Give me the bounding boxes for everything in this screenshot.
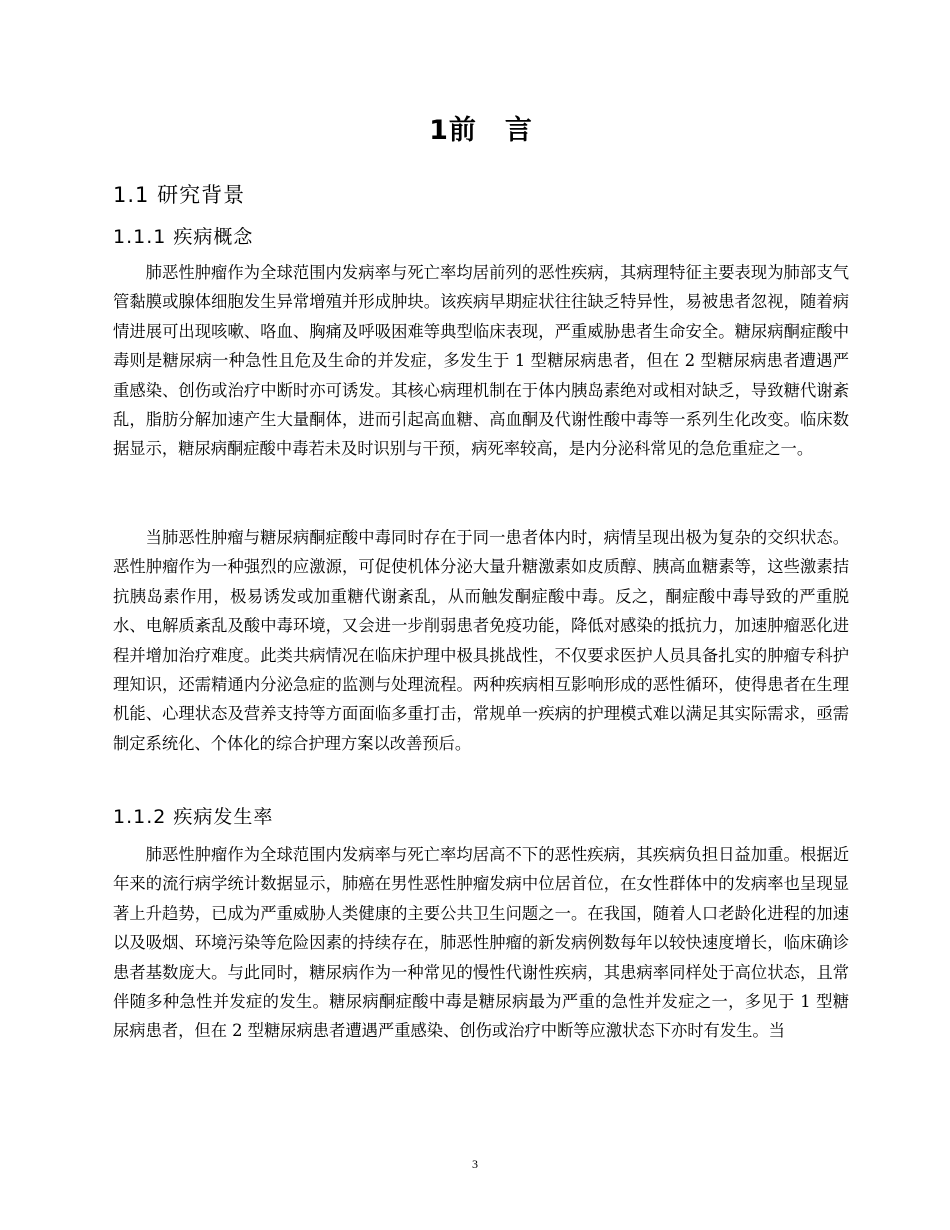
page-number: 3 <box>472 1157 478 1171</box>
section-heading-research-background: 1.1 研究背景 <box>113 183 246 207</box>
paragraph-disease-incidence-1: 肺恶性肿瘤作为全球范围内发病率与死亡率均居高不下的恶性疾病，其疾病负担日益加重。根据近年来的流行病学统计数据显示，肺癌在男性恶性肿瘤发病中位居首位，在女性群体中的发病率也呈现显著上升趋势，已成为严重威胁人类健康的主要公共卫生问题之一。在我国，随着人口老龄化进程的加速以及吸烟、环境污染等危险因素的持续存在，肺恶性肿瘤的新发病例数每年以较快速度增长，临床确诊患者基数庞大。与此同时，糖尿病作为一种常见的慢性代谢性疾病，其患病率同样处于高位状态，且常伴随多种急性并发症的发生。糖尿病酮症酸中毒是糖尿病最为严重的急性并发症之一，多见于 1 型糖尿病患者，但在 2 型糖尿病患者遭遇严重感染、创伤或治疗中断等应激状态下亦时有发生。当 <box>113 845 849 1041</box>
paragraph-disease-concept-2: 当肺恶性肿瘤与糖尿病酮症酸中毒同时存在于同一患者体内时，病情呈现出极为复杂的交织状态。恶性肿瘤作为一种强烈的应激源，可促使机体分泌大量升糖激素如皮质醇、胰高血糖素等，这些激素拮抗胰岛素作用，极易诱发或加重糖代谢紊乱，从而触发酮症酸中毒。反之，酮症酸中毒导致的严重脱水、电解质紊乱及酸中毒环境，又会进一步削弱患者免疫功能，降低对感染的抵抗力，加速肿瘤恶化进程并增加治疗难度。此类共病情况在临床护理中极具挑战性，不仅要求医护人员具备扎实的肿瘤专科护理知识，还需精通内分泌急症的监测与处理流程。两种疾病相互影响形成的恶性循环，使得患者在生理机能、心理状态及营养支持等方面面临多重打击，常规单一疾病的护理模式难以满足其实际需求，亟需制定系统化、个体化的综合护理方案以改善预后。 <box>113 528 849 753</box>
subsection-heading-disease-concept: 1.1.1 疾病概念 <box>113 226 254 248</box>
paragraph-disease-concept-1: 肺恶性肿瘤作为全球范围内发病率与死亡率均居前列的恶性疾病，其病理特征主要表现为肺部支气管黏膜或腺体细胞发生异常增殖并形成肿块。该疾病早期症状往往缺乏特异性，易被患者忽视，随着病情进展可出现咳嗽、咯血、胸痛及呼吸困难等典型临床表现，严重威胁患者生命安全。糖尿病酮症酸中毒则是糖尿病一种急性且危及生命的并发症，多发生于 1 型糖尿病患者，但在 2 型糖尿病患者遭遇严重感染、创伤或治疗中断时亦可诱发。其核心病理机制在于体内胰岛素绝对或相对缺乏，导致糖代谢紊乱，脂肪分解加速产生大量酮体，进而引起高血糖、高血酮及代谢性酸中毒等一系列生化改变。临床数据显示，糖尿病酮症酸中毒若未及时识别与干预，病死率较高，是内分泌科常见的急危重症之一。 <box>113 263 849 459</box>
subsection-heading-disease-incidence: 1.1.2 疾病发生率 <box>113 806 274 828</box>
chapter-title: 1前 言 <box>429 115 533 146</box>
